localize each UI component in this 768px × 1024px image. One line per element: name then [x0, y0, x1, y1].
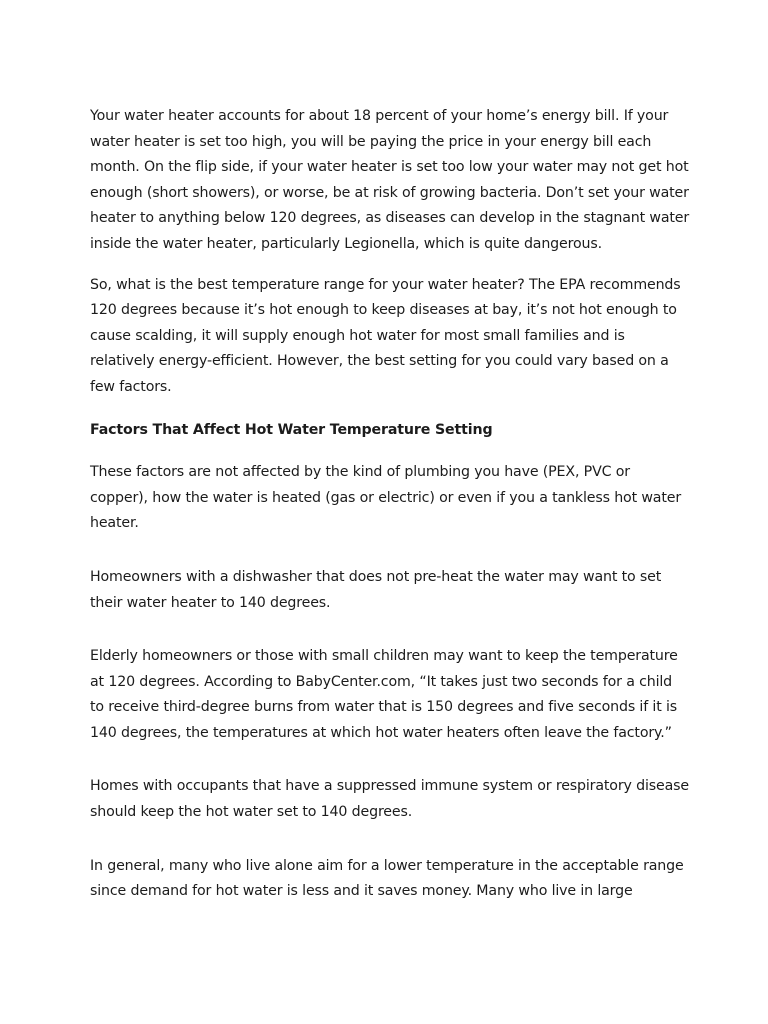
- paragraph-alone: In general, many who live alone aim for a lower temperature in the acceptable range since demand for hot water is less and it saves money. Many who live in large: [90, 857, 684, 900]
- paragraph-factors-intro: These factors are not affected by the kind of plumbing you have (PEX, PVC or copper), how the water is heated (gas or electric) or even if you a tankless hot water heater.: [90, 464, 682, 532]
- paragraph-dishwasher: Homeowners with a dishwasher that does not pre-heat the water may want to set their water heater to 140 degrees.: [90, 568, 662, 611]
- paragraph-immune: Homes with occupants that have a suppressed immune system or respiratory disease should keep the hot water set to 140 degrees.: [90, 778, 689, 821]
- spacer: [90, 443, 690, 460]
- spacer: [90, 616, 690, 644]
- paragraph-intro: Your water heater accounts for about 18 percent of your home’s energy bill. If your water heater is set too high, you will be paying the price in your energy bill each month. On the flip side, if your water heater is set too low your water may not get hot enough (short showers), or worse, be at risk of growing bacteria. Don’t set your water heater to anything below 120 degrees, as diseases can develop in the stagnant water inside the water heater, particularly Legionella, which is quite dangerous.: [90, 108, 690, 252]
- spacer: [90, 258, 690, 273]
- paragraph-elderly: Elderly homeowners or those with small children may want to keep the temperature at 120 degrees. According to BabyCenter.com, “It takes just two seconds for a child to receive third-degree burns from water that is 150 degrees and five seconds if it is 140 degrees, the temperatures at which hot water heaters often leave the factory.”: [90, 648, 678, 741]
- spacer: [90, 537, 690, 565]
- document-page: [90, 104, 690, 905]
- spacer: [90, 401, 690, 418]
- spacer: [90, 826, 690, 854]
- spacer: [90, 746, 690, 774]
- paragraph-epa: So, what is the best temperature range for your water heater? The EPA recommends 120 degrees because it’s hot enough to keep diseases at bay, it’s not hot enough to cause scalding, it will supply enough hot water for most small families and is relatively energy-efficient. However, the best setting for you could vary based on a few factors.: [90, 276, 681, 395]
- section-heading: Factors That Affect Hot Water Temperature Setting: [90, 421, 493, 438]
